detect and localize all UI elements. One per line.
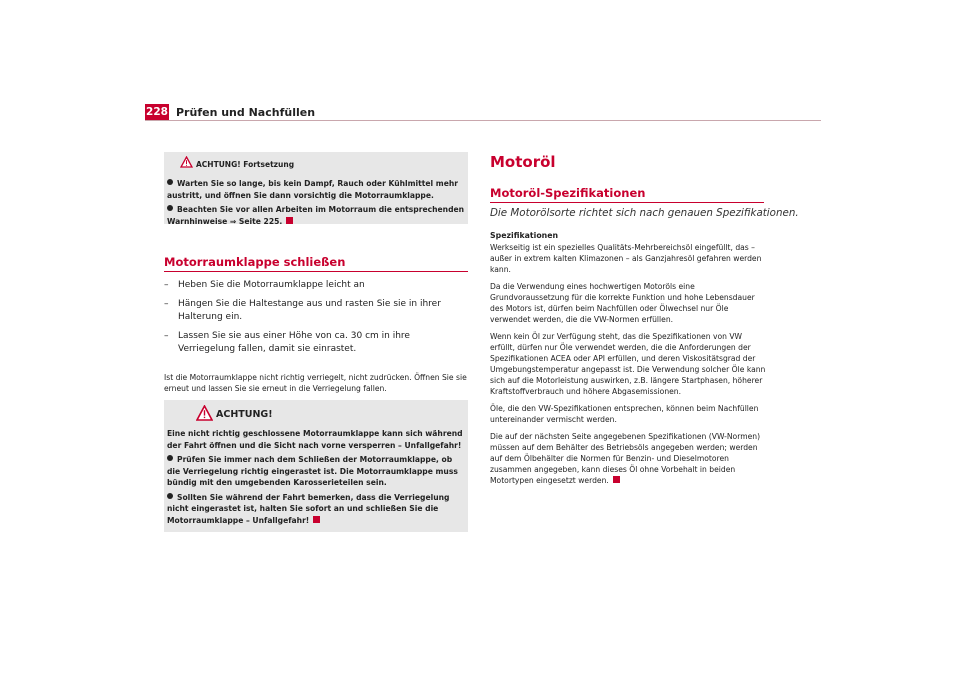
- bullet-icon: [167, 179, 173, 185]
- paragraph: Wenn kein Öl zur Verfügung steht, das die Spezifikationen von VW erfüllt, dürfen nur Öle verwendet werden, die die Anforderungen der Spezifikationen ACEA oder API erfüllen, und deren Viskositätsgrad der Umgebungstemperatur angepasst ist. Die Verwendung solcher Öle kann sich auf die Motorleistung auswirken, z.B. längere Startphasen, höherer Kraftstoffverbrauch und höhere Abgasemissionen.: [490, 332, 766, 396]
- bullet-icon: [167, 455, 173, 461]
- note-text: Ist die Motorraumklappe nicht richtig verriegelt, nicht zudrücken. Öffnen Sie sie erneut und lassen Sie sie erneut in die Verriegelung fallen.: [164, 373, 467, 393]
- section-intro: Die Motorölsorte richtet sich nach genauen Spezifikationen.: [490, 207, 799, 219]
- subheading: Spezifikationen: [490, 231, 559, 240]
- step-item: – Lassen Sie sie aus einer Höhe von ca. 30 cm in ihre Verriegelung fallen, damit sie einrastet.: [164, 330, 410, 354]
- paragraph: Die auf der nächsten Seite angegebenen Spezifikationen (VW-Normen) müssen auf dem Behälter des Betriebsöls angegeben werden; werden auf dem Ölbehälter die Normen für Benzin- und Dieselmotoren zusammen angegeben, kann dieses Öl ohne Vorbehalt in beiden Motortypen eingesetzt werden.: [490, 432, 761, 485]
- page-title: Prüfen und Nachfüllen: [176, 106, 316, 119]
- warning-continued-body: [167, 178, 465, 230]
- end-marker-icon: [313, 516, 320, 523]
- section-heading-close-hood: Motorraumklappe schließen: [164, 255, 346, 269]
- body-text: [490, 242, 766, 492]
- page-number: 228: [145, 104, 169, 121]
- warning-continued-heading: ACHTUNG! Fortsetzung: [196, 160, 295, 169]
- end-marker-icon: [286, 217, 293, 224]
- bullet-icon: [167, 493, 173, 499]
- warning-body: [167, 428, 465, 529]
- warning-heading: ACHTUNG!: [216, 409, 273, 420]
- warning-continued-item: Beachten Sie vor allen Arbeiten im Motorraum die entsprechenden Warnhinweise ⇒ Seite 225.: [167, 205, 465, 226]
- paragraph: Da die Verwendung eines hochwertigen Motoröls eine Grundvoraussetzung für die korrekte Funktion und hohe Lebensdauer des Motors ist, dürfen beim Nachfüllen oder Ölwechsel nur Öle verwendet werden, die die VW-Normen erfüllen.: [490, 282, 755, 324]
- step-item: – Hängen Sie die Haltestange aus und rasten Sie sie in ihrer Halterung ein.: [164, 298, 441, 322]
- step-item: – Heben Sie die Motorraumklappe leicht an: [164, 280, 365, 290]
- end-marker-icon: [613, 476, 620, 483]
- warning-item: Sollten Sie während der Fahrt bemerken, dass die Verriegelung nicht eingerastet ist, halten Sie sofort an und schließen Sie die Motorraumklappe – Unfallgefahr!: [167, 492, 450, 525]
- header-divider: [145, 120, 821, 121]
- paragraph: Werkseitig ist ein spezielles Qualitäts-Mehrbereichsöl eingefüllt, das – außer in extrem kalten Klimazonen – als Ganzjahresöl gefahren werden kann.: [490, 243, 762, 274]
- section-heading-oil-specs: Motoröl-Spezifikationen: [490, 186, 646, 200]
- warning-triangle-icon: [180, 156, 193, 168]
- warning-continued-item: Warten Sie so lange, bis kein Dampf, Rauch oder Kühlmittel mehr austritt, und öffnen Sie dann vorsichtig die Motorraumklappe.: [167, 179, 459, 200]
- bullet-icon: [167, 205, 173, 211]
- chapter-heading: Motoröl: [490, 153, 556, 171]
- warning-intro: Eine nicht richtig geschlossene Motorraumklappe kann sich während der Fahrt öffnen und die Sicht nach vorne versperren – Unfallgefahr!: [167, 429, 463, 450]
- section-heading-rule: [490, 202, 764, 203]
- section-heading-rule: [164, 271, 468, 272]
- paragraph: Öle, die den VW-Spezifikationen entsprechen, können beim Nachfüllen untereinander vermischt werden.: [490, 404, 759, 424]
- warning-triangle-icon: [196, 405, 213, 421]
- warning-item: Prüfen Sie immer nach dem Schließen der Motorraumklappe, ob die Verriegelung richtig eingerastet ist. Die Motorraumklappe muss bündig mit den umgebenden Karosserieteilen sein.: [167, 455, 458, 487]
- steps-list: [164, 279, 468, 362]
